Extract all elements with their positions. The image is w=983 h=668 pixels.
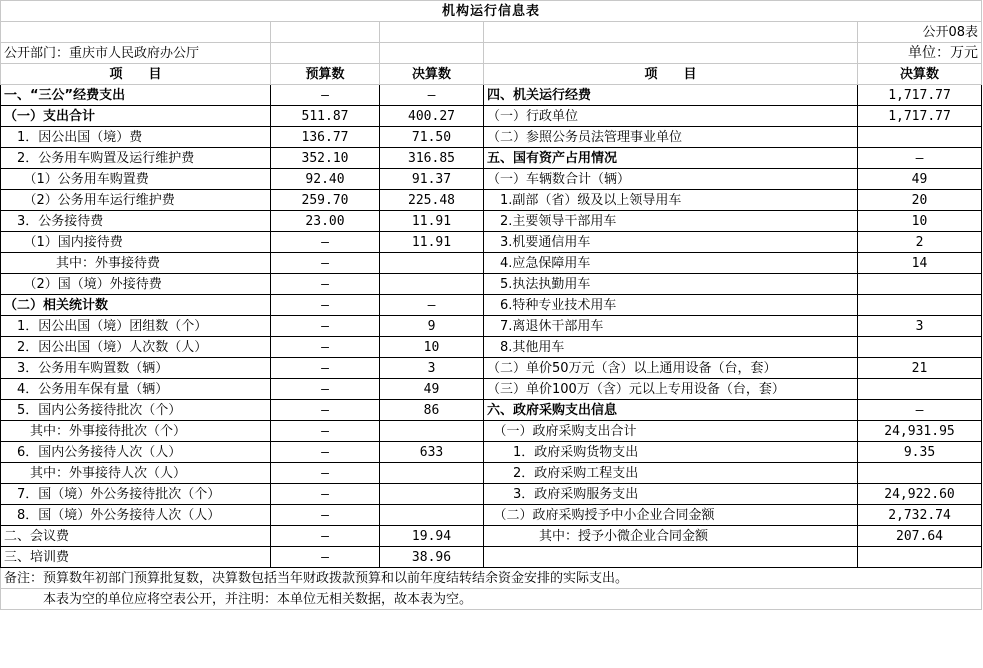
final-value-right: 207.64	[858, 526, 982, 547]
table-row	[1, 463, 982, 484]
right-item-label: 5.执法执勤用车	[484, 274, 858, 295]
final-value-right	[858, 379, 982, 400]
col-header-final-right: 决算数	[858, 64, 982, 85]
left-item-label: （2）公务用车运行维护费	[1, 190, 271, 211]
final-value-right: 14	[858, 253, 982, 274]
right-item-label: （二）政府采购授予中小企业合同金额	[484, 505, 858, 526]
final-value-right	[858, 274, 982, 295]
budget-value: 92.40	[271, 169, 380, 190]
final-value-right: 1,717.77	[858, 106, 982, 127]
budget-value: 511.87	[271, 106, 380, 127]
right-item-label: （一）车辆数合计（辆）	[484, 169, 858, 190]
final-value-right	[858, 547, 982, 568]
left-item-label: 5．国内公务接待批次（个）	[1, 400, 271, 421]
budget-value: —	[271, 358, 380, 379]
final-value-left: 633	[380, 442, 484, 463]
col-header-budget: 预算数	[271, 64, 380, 85]
table-row	[1, 526, 982, 547]
final-value-left: 400.27	[380, 106, 484, 127]
left-item-label: （一）支出合计	[1, 106, 271, 127]
table-row	[1, 148, 982, 169]
right-item-label	[484, 547, 858, 568]
department-label: 公开部门：重庆市人民政府办公厅	[1, 43, 271, 64]
right-item-label: 2.主要领导干部用车	[484, 211, 858, 232]
table-row	[1, 85, 982, 106]
final-value-right: 1,717.77	[858, 85, 982, 106]
final-value-right: 10	[858, 211, 982, 232]
final-value-right: —	[858, 148, 982, 169]
final-value-right: 21	[858, 358, 982, 379]
left-item-label: （1）公务用车购置费	[1, 169, 271, 190]
budget-value: —	[271, 316, 380, 337]
final-value-left: 11.91	[380, 211, 484, 232]
table-row	[1, 358, 982, 379]
final-value-left: 19.94	[380, 526, 484, 547]
budget-value: —	[271, 337, 380, 358]
left-item-label: 7．国（境）外公务接待批次（个）	[1, 484, 271, 505]
final-value-right: 3	[858, 316, 982, 337]
footnote-2: 本表为空的单位应将空表公开，并注明：本单位无相关数据，故本表为空。	[1, 589, 982, 610]
table-row	[1, 190, 982, 211]
budget-value: —	[271, 274, 380, 295]
final-value-left: 86	[380, 400, 484, 421]
left-item-label: 一、“三公”经费支出	[1, 85, 271, 106]
table-row	[1, 484, 982, 505]
table-row	[1, 379, 982, 400]
unit-label: 单位：万元	[858, 43, 982, 64]
final-value-left	[380, 484, 484, 505]
final-value-left: 316.85	[380, 148, 484, 169]
left-item-label: 8．国（境）外公务接待人次（人）	[1, 505, 271, 526]
final-value-right: 9.35	[858, 442, 982, 463]
table-row	[1, 127, 982, 148]
final-value-left	[380, 505, 484, 526]
budget-value: —	[271, 505, 380, 526]
left-item-label: 3．公务接待费	[1, 211, 271, 232]
right-item-label: 8.其他用车	[484, 337, 858, 358]
final-value-left: —	[380, 85, 484, 106]
final-value-right: 24,922.60	[858, 484, 982, 505]
final-value-right	[858, 127, 982, 148]
final-value-left: 91.37	[380, 169, 484, 190]
left-item-label: 其中：外事接待费	[1, 253, 271, 274]
left-item-label: 其中：外事接待批次（个）	[1, 421, 271, 442]
right-item-label: 六、政府采购支出信息	[484, 400, 858, 421]
budget-value: —	[271, 547, 380, 568]
table-row	[1, 253, 982, 274]
final-value-left	[380, 463, 484, 484]
final-value-left: 9	[380, 316, 484, 337]
right-item-label: 4.应急保障用车	[484, 253, 858, 274]
budget-value: 352.10	[271, 148, 380, 169]
table-code: 公开08表	[858, 22, 982, 43]
left-item-label: 其中：外事接待人次（人）	[1, 463, 271, 484]
right-item-label: 7.离退休干部用车	[484, 316, 858, 337]
left-item-label: 1．因公出国（境）费	[1, 127, 271, 148]
right-item-label: 3.机要通信用车	[484, 232, 858, 253]
budget-value: —	[271, 484, 380, 505]
final-value-left: 3	[380, 358, 484, 379]
table-row	[1, 295, 982, 316]
left-item-label: 二、会议费	[1, 526, 271, 547]
budget-value: —	[271, 442, 380, 463]
final-value-right	[858, 463, 982, 484]
final-value-right	[858, 337, 982, 358]
final-value-left: 225.48	[380, 190, 484, 211]
budget-value: —	[271, 400, 380, 421]
right-item-label: （二）单价50万元（含）以上通用设备（台，套）	[484, 358, 858, 379]
final-value-right: 24,931.95	[858, 421, 982, 442]
right-item-label: 2．政府采购工程支出	[484, 463, 858, 484]
final-value-right: 49	[858, 169, 982, 190]
table-row	[1, 505, 982, 526]
final-value-left: 38.96	[380, 547, 484, 568]
right-item-label: （一）行政单位	[484, 106, 858, 127]
left-item-label: 2．因公出国（境）人次数（人）	[1, 337, 271, 358]
right-item-label: （一）政府采购支出合计	[484, 421, 858, 442]
budget-value: —	[271, 526, 380, 547]
table-row	[1, 232, 982, 253]
final-value-left	[380, 421, 484, 442]
left-item-label: 1．因公出国（境）团组数（个）	[1, 316, 271, 337]
budget-value: —	[271, 379, 380, 400]
final-value-right: 2	[858, 232, 982, 253]
final-value-right: —	[858, 400, 982, 421]
col-header-final-left: 决算数	[380, 64, 484, 85]
budget-value: —	[271, 421, 380, 442]
budget-value: —	[271, 85, 380, 106]
left-item-label: （2）国（境）外接待费	[1, 274, 271, 295]
col-header-item-right: 项 目	[484, 64, 858, 85]
footnote-1: 备注：预算数年初部门预算批复数，决算数包括当年财政拨款预算和以前年度结转结余资金安排的实际支出。	[1, 568, 982, 589]
right-item-label: 其中：授予小微企业合同金额	[484, 526, 858, 547]
budget-value: —	[271, 295, 380, 316]
table-row	[1, 274, 982, 295]
final-value-left: —	[380, 295, 484, 316]
page-title: 机构运行信息表	[1, 1, 982, 22]
table-row	[1, 169, 982, 190]
left-item-label: （二）相关统计数	[1, 295, 271, 316]
left-item-label: 2．公务用车购置及运行维护费	[1, 148, 271, 169]
table-row	[1, 337, 982, 358]
final-value-left: 11.91	[380, 232, 484, 253]
final-value-left: 49	[380, 379, 484, 400]
final-value-left: 10	[380, 337, 484, 358]
budget-value: —	[271, 253, 380, 274]
right-item-label: 四、机关运行经费	[484, 85, 858, 106]
final-value-right	[858, 295, 982, 316]
final-value-right: 20	[858, 190, 982, 211]
right-item-label: 五、国有资产占用情况	[484, 148, 858, 169]
budget-value: 136.77	[271, 127, 380, 148]
final-value-left	[380, 253, 484, 274]
right-item-label: （三）单价100万（含）元以上专用设备（台，套）	[484, 379, 858, 400]
budget-value: —	[271, 463, 380, 484]
col-header-item-left: 项 目	[1, 64, 271, 85]
right-item-label: 1.副部（省）级及以上领导用车	[484, 190, 858, 211]
budget-value: 23.00	[271, 211, 380, 232]
final-value-left: 71.50	[380, 127, 484, 148]
table-row	[1, 211, 982, 232]
right-item-label: 6.特种专业技术用车	[484, 295, 858, 316]
table-row	[1, 400, 982, 421]
left-item-label: 3．公务用车购置数（辆）	[1, 358, 271, 379]
table-row	[1, 316, 982, 337]
table-row	[1, 421, 982, 442]
right-item-label: 1．政府采购货物支出	[484, 442, 858, 463]
left-item-label: 6．国内公务接待人次（人）	[1, 442, 271, 463]
table-row	[1, 442, 982, 463]
left-item-label: （1）国内接待费	[1, 232, 271, 253]
right-item-label: （二）参照公务员法管理事业单位	[484, 127, 858, 148]
right-item-label: 3．政府采购服务支出	[484, 484, 858, 505]
budget-value: 259.70	[271, 190, 380, 211]
left-item-label: 4．公务用车保有量（辆）	[1, 379, 271, 400]
table-row	[1, 106, 982, 127]
final-value-left	[380, 274, 484, 295]
budget-value: —	[271, 232, 380, 253]
left-item-label: 三、培训费	[1, 547, 271, 568]
final-value-right: 2,732.74	[858, 505, 982, 526]
table-row	[1, 547, 982, 568]
